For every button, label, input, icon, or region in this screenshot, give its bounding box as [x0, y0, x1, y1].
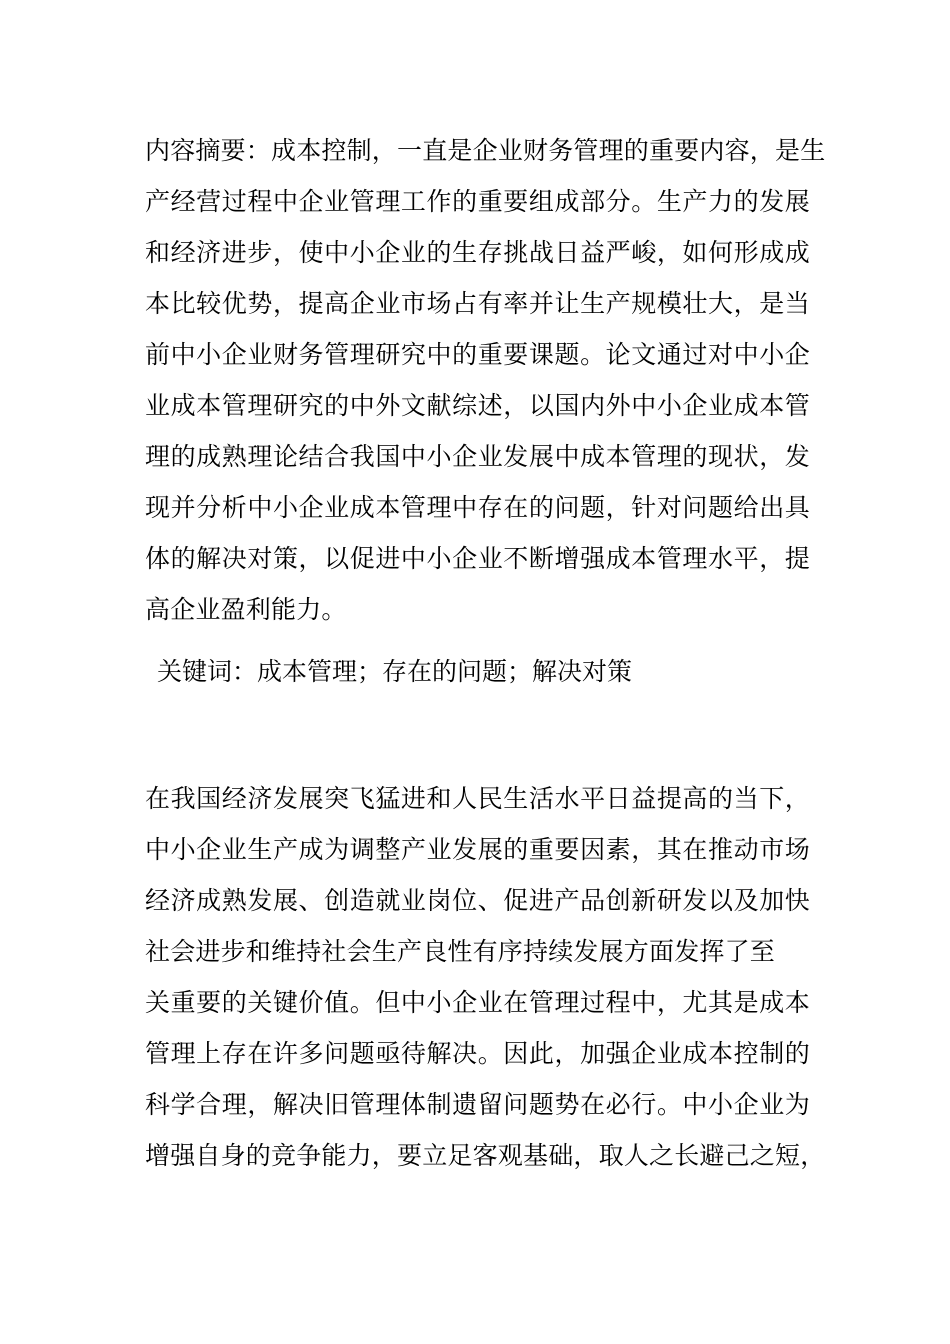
body-paragraph: [145, 773, 826, 1181]
abstract-line: 本比较优势，提高企业市场占有率并让生产规模壮大，是当: [145, 289, 810, 318]
abstract-line: 产经营过程中企业管理工作的重要组成部分。生产力的发展: [145, 187, 810, 216]
abstract-line: 内容摘要：成本控制，一直是企业财务管理的重要内容，是生: [145, 136, 826, 165]
body-line: 中小企业生产成为调整产业发展的重要因素，其在推动市场: [145, 835, 810, 864]
body-line: 科学合理，解决旧管理体制遗留问题势在必行。中小企业为: [145, 1090, 810, 1119]
abstract-line: 前中小企业财务管理研究中的重要课题。论文通过对中小企: [145, 340, 810, 369]
body-line: 在我国经济发展突飞猛进和人民生活水平日益提高的当下，: [145, 784, 810, 813]
body-line: 增强自身的竞争能力，要立足客观基础，取人之长避己之短，: [145, 1141, 826, 1170]
abstract-line: 理的成熟理论结合我国中小企业发展中成本管理的现状，发: [145, 442, 810, 471]
body-line: 社会进步和维持社会生产良性有序持续发展方面发挥了至: [145, 937, 776, 966]
abstract-line: 和经济进步，使中小企业的生存挑战日益严峻，如何形成成: [145, 238, 810, 267]
body-line: 管理上存在许多问题亟待解决。因此，加强企业成本控制的: [145, 1039, 810, 1068]
abstract-line: 现并分析中小企业成本管理中存在的问题，针对问题给出具: [145, 493, 810, 522]
abstract-line: 体的解决对策，以促进中小企业不断增强成本管理水平，提: [145, 544, 810, 573]
body-line: 关重要的关键价值。但中小企业在管理过程中，尤其是成本: [145, 988, 810, 1017]
abstract-paragraph: [145, 125, 826, 635]
abstract-line: 高企业盈利能力。: [145, 595, 347, 624]
body-line: 经济成熟发展、创造就业岗位、促进产品创新研发以及加快: [145, 886, 810, 915]
abstract-line: 业成本管理研究的中外文献综述，以国内外中小企业成本管: [145, 391, 810, 420]
keywords-line: 关键词：成本管理；存在的问题；解决对策: [157, 657, 633, 686]
